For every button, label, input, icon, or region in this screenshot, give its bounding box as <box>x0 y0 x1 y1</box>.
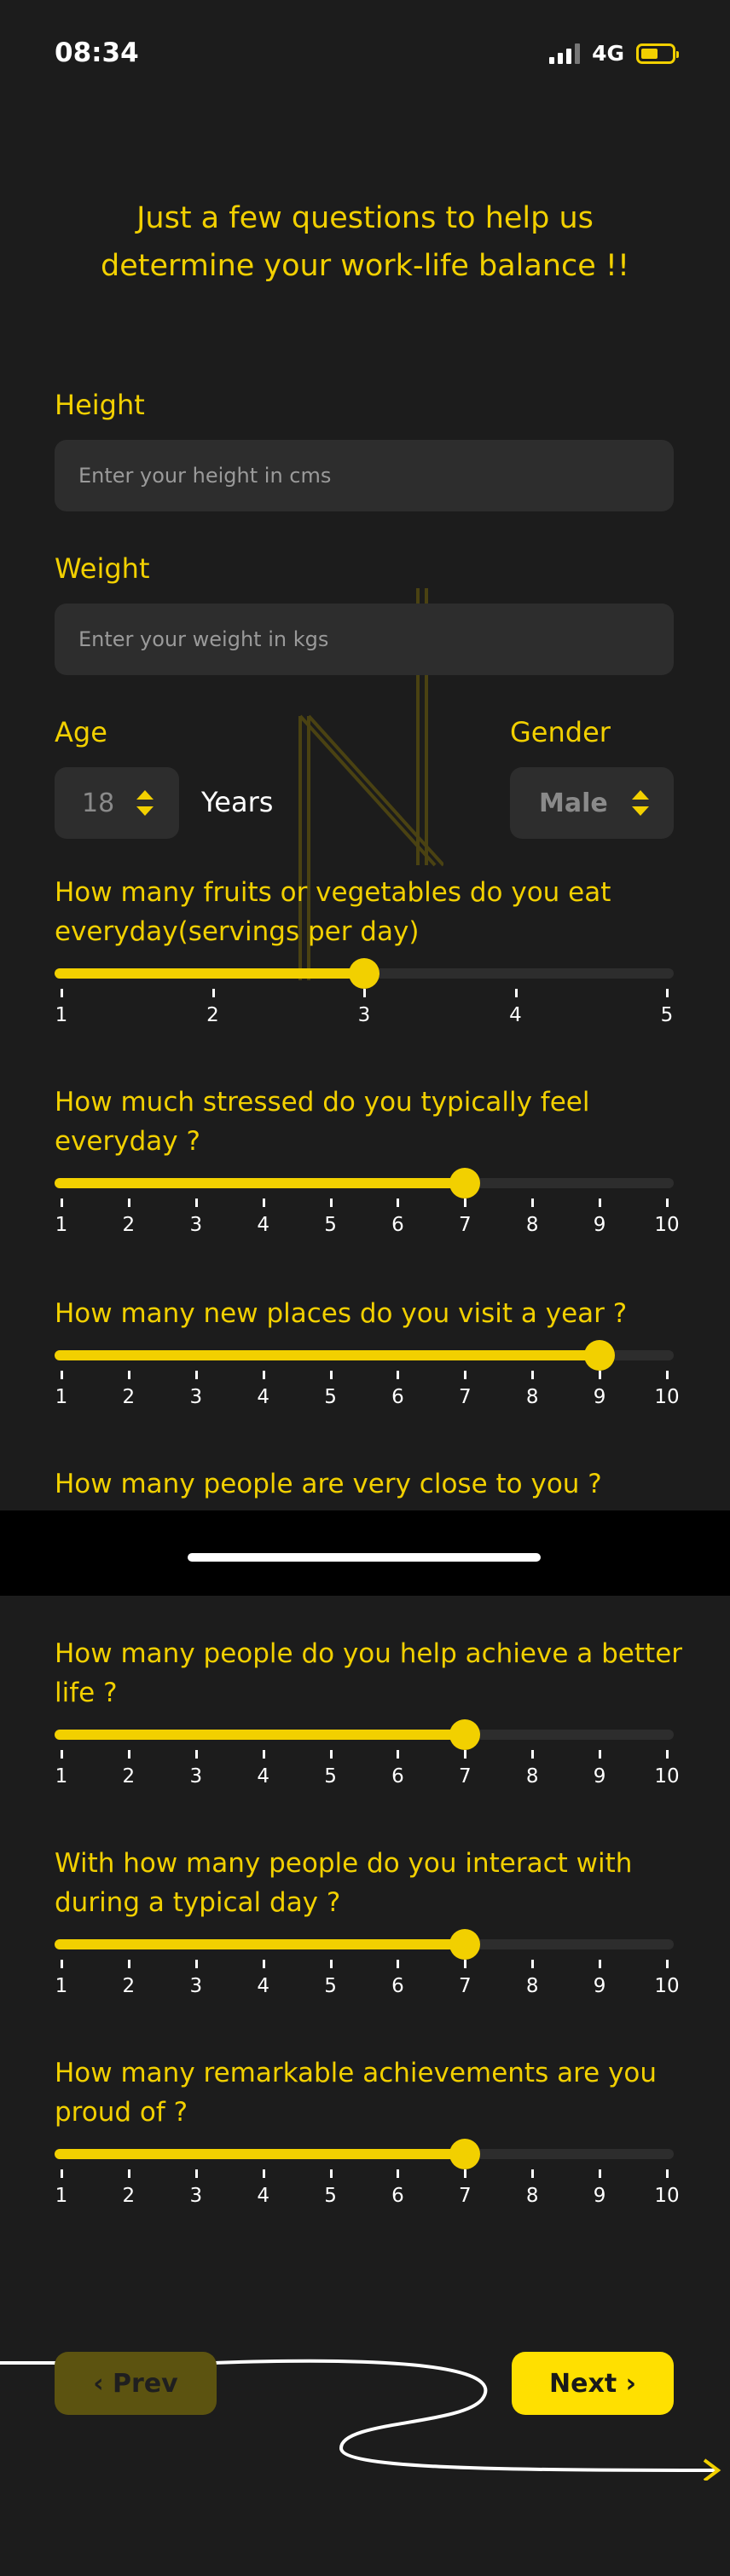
slider-tick-label: 4 <box>257 2185 269 2207</box>
question-line-1: How many people do you help achieve a better <box>55 1638 683 1669</box>
slider-tick-label: 6 <box>391 1765 404 1788</box>
slider-tick-label: 1 <box>55 1765 68 1788</box>
slider-fill <box>55 1350 600 1360</box>
status-indicators <box>549 41 675 66</box>
slider-tick <box>464 1960 466 1968</box>
slider-tick-label: 8 <box>525 1975 539 1997</box>
slider-tick-label: 8 <box>525 2185 539 2207</box>
slider-tick-label: 2 <box>122 1214 136 1236</box>
slider-tick-label: 6 <box>391 1975 404 1997</box>
slider-fill <box>55 1178 465 1188</box>
slider-tick-label: 1 <box>55 1975 68 1997</box>
slider-thumb[interactable] <box>449 1929 480 1960</box>
slider-tick <box>397 1750 399 1759</box>
question-text <box>55 1083 686 1161</box>
slider-tick <box>195 1750 198 1759</box>
question-slider[interactable] <box>55 1350 674 1360</box>
slider-tick-label: 7 <box>459 1386 472 1408</box>
slider-tick <box>61 989 63 997</box>
slider-tick <box>599 1750 601 1759</box>
network-type: 4G <box>592 41 624 66</box>
slider-tick <box>531 1960 534 1968</box>
question-line-1: How many new places do you visit a year ? <box>55 1298 628 1329</box>
weight-input[interactable] <box>77 627 674 652</box>
age-label: Age <box>55 716 107 748</box>
gender-up-icon[interactable] <box>632 790 649 800</box>
slider-tick-label: 9 <box>593 1386 606 1408</box>
slider-tick-label: 1 <box>55 2185 68 2207</box>
next-button[interactable]: Next › <box>512 2352 674 2415</box>
age-unit: Years <box>201 786 274 818</box>
slider-tick <box>599 2169 601 2178</box>
question-text <box>55 1464 686 1504</box>
slider-tick <box>464 1198 466 1207</box>
question-line-1: How many remarkable achievements are you <box>55 2058 658 2088</box>
slider-tick <box>263 1198 265 1207</box>
slider-tick <box>330 1371 333 1379</box>
question-line-2: everyday(servings per day) <box>55 916 420 947</box>
question-line-1: How many fruits or vegetables do you eat <box>55 877 611 908</box>
slider-tick-label: 2 <box>122 1975 136 1997</box>
slider-tick <box>263 1960 265 1968</box>
slider-tick <box>128 1371 130 1379</box>
slider-tick <box>61 2169 63 2178</box>
home-indicator <box>188 1553 541 1562</box>
slider-thumb[interactable] <box>449 1168 480 1198</box>
slider-tick <box>666 1198 669 1207</box>
question-text <box>55 873 686 951</box>
question-text <box>55 1294 686 1333</box>
slider-tick <box>666 1750 669 1759</box>
question-line-2: everyday ? <box>55 1126 200 1157</box>
slider-tick <box>397 1371 399 1379</box>
slider-tick <box>263 2169 265 2178</box>
question-line-1: How many people are very close to you ? <box>55 1469 602 1499</box>
slider-tick <box>666 1371 669 1379</box>
age-decrement-icon[interactable] <box>136 806 154 816</box>
question-line-2: life ? <box>55 1678 118 1708</box>
slider-tick-label: 9 <box>593 1975 606 1997</box>
slider-tick-label: 5 <box>324 1386 337 1408</box>
slider-tick <box>531 2169 534 2178</box>
slider-tick-label: 3 <box>189 2185 203 2207</box>
battery-icon <box>636 43 675 64</box>
slider-tick <box>464 1750 466 1759</box>
slider-thumb[interactable] <box>449 1719 480 1750</box>
slider-tick <box>195 1198 198 1207</box>
slider-tick-label: 6 <box>391 1214 404 1236</box>
slider-tick-label: 8 <box>525 1386 539 1408</box>
slider-tick <box>515 989 518 997</box>
height-input[interactable] <box>77 463 674 488</box>
slider-tick-label: 8 <box>525 1765 539 1788</box>
slider-tick <box>599 1198 601 1207</box>
slider-tick-label: 4 <box>257 1975 269 1997</box>
slider-fill <box>55 968 364 979</box>
weight-label: Weight <box>55 552 150 585</box>
slider-tick <box>128 1960 130 1968</box>
gender-select[interactable] <box>510 767 674 839</box>
age-value: 18 <box>82 788 115 818</box>
signal-icon <box>549 43 580 64</box>
question-slider[interactable] <box>55 968 674 979</box>
question-line-1: With how many people do you interact with <box>55 1848 633 1879</box>
slider-tick-label: 4 <box>257 1386 269 1408</box>
slider-tick <box>128 1198 130 1207</box>
slider-fill <box>55 2149 465 2159</box>
prev-button[interactable]: ‹ Prev <box>55 2352 217 2415</box>
slider-tick-label: 9 <box>593 2185 606 2207</box>
slider-tick-label: 1 <box>55 1214 68 1236</box>
slider-tick-label: 2 <box>206 1004 219 1026</box>
slider-tick <box>128 2169 130 2178</box>
slider-tick <box>330 1960 333 1968</box>
question-text <box>55 2053 686 2132</box>
slider-tick-label: 10 <box>654 1765 680 1788</box>
weight-field-container <box>55 604 674 675</box>
slider-tick <box>599 1960 601 1968</box>
age-arrows <box>136 790 154 816</box>
slider-tick-label: 5 <box>660 1004 674 1026</box>
slider-tick-label: 4 <box>509 1004 522 1026</box>
gender-label: Gender <box>510 716 611 748</box>
height-field-container <box>55 440 674 511</box>
intro-heading <box>0 194 730 290</box>
slider-tick-label: 5 <box>324 2185 337 2207</box>
gender-value: Male <box>539 788 608 818</box>
slider-thumb[interactable] <box>349 958 379 989</box>
slider-tick-label: 5 <box>324 1214 337 1236</box>
slider-tick-label: 10 <box>654 1214 680 1236</box>
gender-down-icon[interactable] <box>632 806 649 816</box>
slider-tick <box>666 989 669 997</box>
slider-tick <box>464 2169 466 2178</box>
slider-tick-label: 6 <box>391 2185 404 2207</box>
slider-tick-label: 7 <box>459 1214 472 1236</box>
slider-tick-label: 1 <box>55 1386 68 1408</box>
slider-tick-label: 6 <box>391 1386 404 1408</box>
slider-tick <box>61 1960 63 1968</box>
slider-tick-label: 2 <box>122 1765 136 1788</box>
slider-tick <box>61 1371 63 1379</box>
slider-tick <box>195 2169 198 2178</box>
slider-fill <box>55 1939 465 1949</box>
slider-tick-label: 3 <box>357 1004 371 1026</box>
slider-tick <box>531 1198 534 1207</box>
slider-tick <box>464 1371 466 1379</box>
age-increment-icon[interactable] <box>136 790 154 800</box>
slider-tick <box>397 1198 399 1207</box>
height-label: Height <box>55 389 145 421</box>
status-time: 08:34 <box>55 38 139 68</box>
slider-tick <box>330 2169 333 2178</box>
gender-arrows <box>632 790 649 816</box>
slider-tick <box>263 1750 265 1759</box>
slider-tick <box>330 1198 333 1207</box>
slider-tick-label: 10 <box>654 1386 680 1408</box>
slider-tick-label: 3 <box>189 1765 203 1788</box>
slider-thumb[interactable] <box>584 1340 615 1371</box>
slider-tick-label: 3 <box>189 1214 203 1236</box>
slider-tick <box>666 1960 669 1968</box>
slider-fill <box>55 1730 465 1740</box>
question-slider[interactable] <box>55 1730 674 1740</box>
slider-tick <box>263 1371 265 1379</box>
slider-tick <box>195 1960 198 1968</box>
slider-tick <box>397 2169 399 2178</box>
age-stepper[interactable] <box>55 767 179 839</box>
slider-tick <box>61 1198 63 1207</box>
slider-tick <box>195 1371 198 1379</box>
slider-tick <box>212 989 215 997</box>
slider-tick-label: 2 <box>122 1386 136 1408</box>
slider-tick <box>397 1960 399 1968</box>
slider-tick <box>363 989 366 997</box>
slider-tick-label: 10 <box>654 1975 680 1997</box>
slider-tick <box>128 1750 130 1759</box>
slider-tick <box>531 1371 534 1379</box>
slider-tick-label: 5 <box>324 1975 337 1997</box>
slider-tick-label: 9 <box>593 1214 606 1236</box>
slider-tick-label: 4 <box>257 1214 269 1236</box>
slider-tick-label: 3 <box>189 1975 203 1997</box>
question-line-2: during a typical day ? <box>55 1887 341 1918</box>
slider-tick-label: 5 <box>324 1765 337 1788</box>
slider-tick-label: 2 <box>122 2185 136 2207</box>
slider-tick <box>531 1750 534 1759</box>
slider-tick-label: 3 <box>189 1386 203 1408</box>
slider-tick-label: 9 <box>593 1765 606 1788</box>
slider-tick-label: 7 <box>459 2185 472 2207</box>
question-text <box>55 1634 686 1713</box>
question-text <box>55 1844 686 1922</box>
intro-line-1: Just a few questions to help us <box>136 201 594 235</box>
question-line-2: proud of ? <box>55 2097 188 2128</box>
slider-tick-label: 8 <box>525 1214 539 1236</box>
slider-tick-label: 10 <box>654 2185 680 2207</box>
slider-tick <box>666 2169 669 2178</box>
slider-tick <box>599 1371 601 1379</box>
slider-tick-label: 4 <box>257 1765 269 1788</box>
slider-tick-label: 7 <box>459 1975 472 1997</box>
slider-thumb[interactable] <box>449 2139 480 2169</box>
question-line-1: How much stressed do you typically feel <box>55 1087 590 1118</box>
slider-tick <box>330 1750 333 1759</box>
question-slider[interactable] <box>55 1178 674 1188</box>
slider-tick-label: 7 <box>459 1765 472 1788</box>
intro-line-2: determine your work-life balance !! <box>100 249 629 283</box>
slider-tick <box>61 1750 63 1759</box>
slider-tick-label: 1 <box>55 1004 68 1026</box>
question-slider[interactable] <box>55 2149 674 2159</box>
question-slider[interactable] <box>55 1939 674 1949</box>
